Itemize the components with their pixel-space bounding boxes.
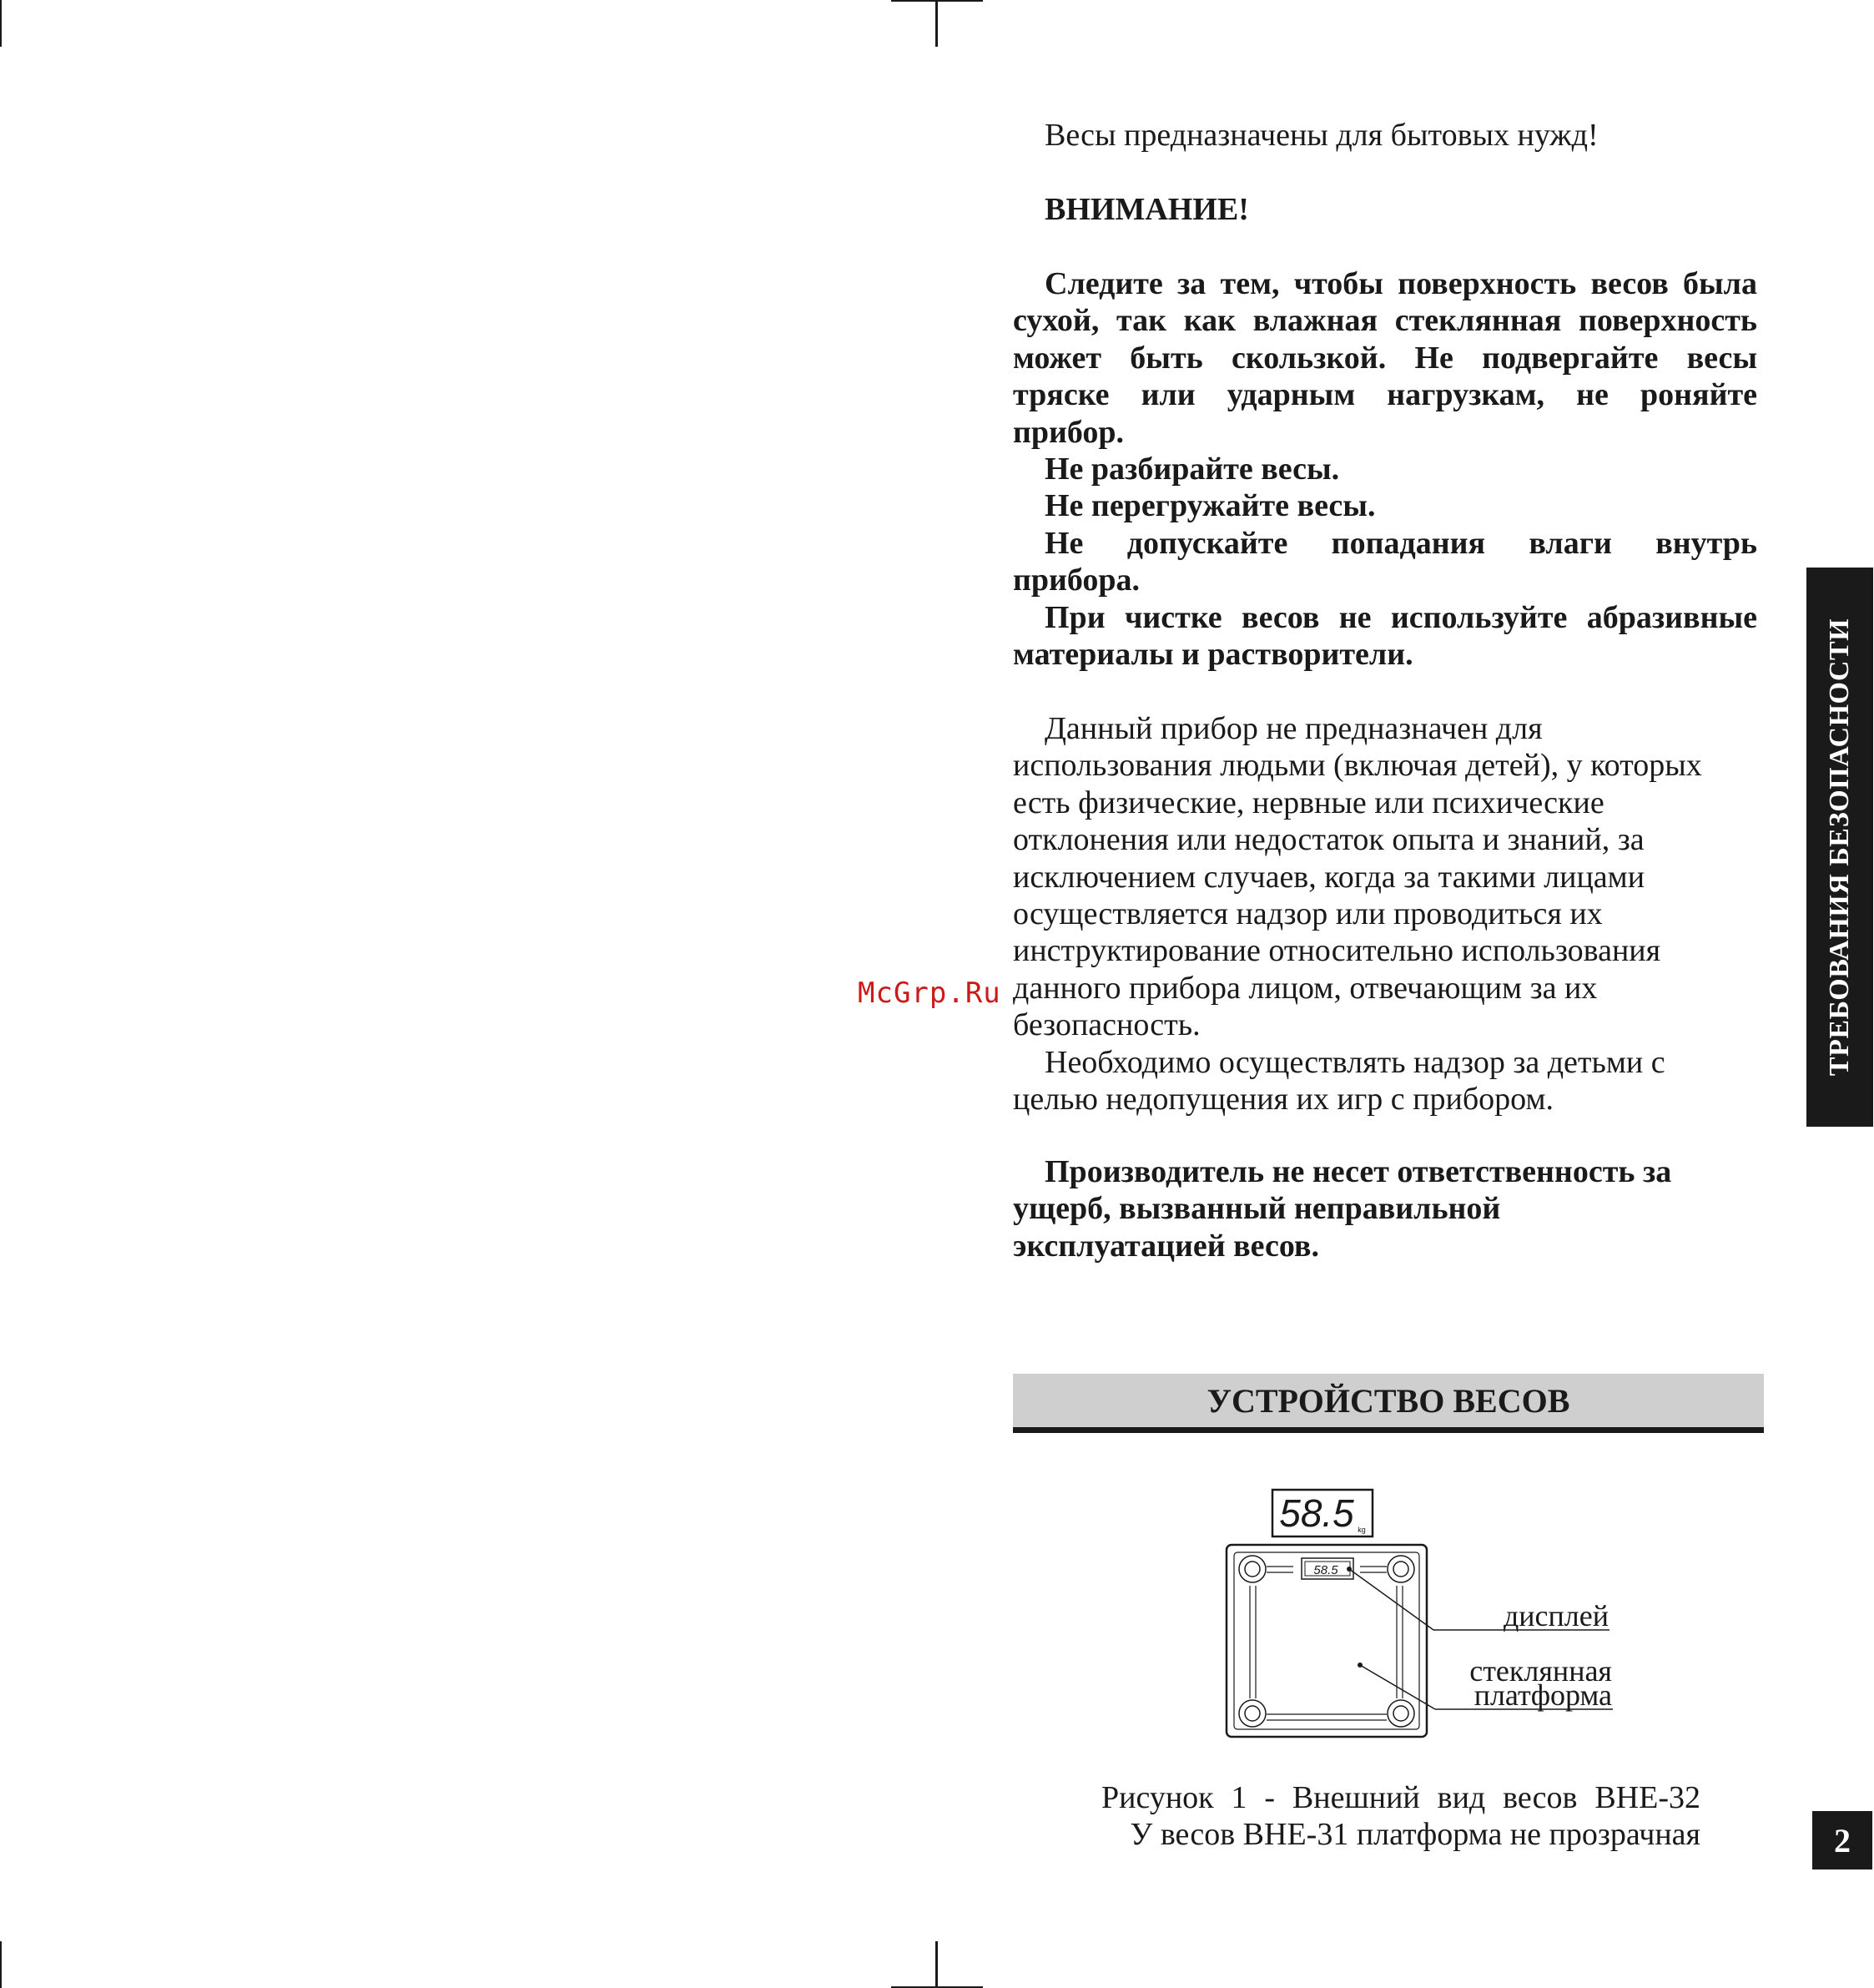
warning-title: ВНИМАНИЕ! xyxy=(1045,192,1249,227)
crop-mark-bottom-center xyxy=(935,1941,938,1988)
crop-mark-top-left xyxy=(0,0,2,47)
label-display: дисплей xyxy=(1503,1599,1609,1632)
figure-caption xyxy=(1101,1779,1700,1853)
caption-line-2: У весов ВНЕ-31 платформа не прозрачная xyxy=(1130,1817,1700,1852)
label-platform-line-2: платформа xyxy=(1474,1678,1612,1712)
notice-paragraph: Данный прибор не предназначен для использования людьми (включая детей), у которых есть физические, нервные или психические отклонения или недостаток опыта и знаний, за исключением случаев, когда за такими лицами осуществляется надзор или проводиться их инструктирование относительно использования данного прибора лицом, отвечающим за их безопасность. Необходимо осуществлять надзор за детьми с целью недопущения их игр с прибором. xyxy=(1013,711,1702,1118)
label-platform-line-1: стеклянная xyxy=(1469,1654,1612,1688)
side-tab xyxy=(1806,568,1873,1127)
foot-bottom-left xyxy=(1239,1700,1266,1727)
display-unit: kg xyxy=(1358,1526,1366,1534)
scale-figure xyxy=(1218,1477,1635,1744)
crop-mark-top-center-bar xyxy=(891,0,983,2)
watermark: McGrp.Ru xyxy=(858,976,1001,1010)
warning-paragraph-5: При чистке весов не используйте абразивные материалы и растворители. xyxy=(1013,600,1757,673)
warning-paragraph-3: Не перегружайте весы. xyxy=(1045,488,1376,523)
foot-top-left xyxy=(1239,1556,1266,1582)
small-display-reading: 58.5 xyxy=(1313,1563,1338,1577)
page-number: 2 xyxy=(1812,1811,1872,1869)
caption-line-1: Рисунок 1 - Внешний вид весов ВНЕ-32 xyxy=(1101,1780,1700,1815)
warning-paragraph-4: Не допускайте попадания влаги внутрь прибора. xyxy=(1013,526,1757,598)
crop-mark-bottom-left xyxy=(0,1941,2,1988)
display-reading: 58.5 xyxy=(1279,1491,1354,1535)
warning-paragraph-1: Следите за тем, чтобы поверхность весов была сухой, так как влажная стеклянная поверхность может быть скользкой. Не подвергайте весы тряске или ударным нагрузкам, не роняйте прибор. xyxy=(1013,266,1757,450)
crop-mark-top-center xyxy=(935,0,938,47)
intro-text: Весы предназначены для бытовых нужд! xyxy=(1045,118,1599,153)
liability-paragraph: Производитель не несет ответственность за ущерб, вызванный неправильной эксплуатацией весов. xyxy=(1013,1154,1672,1264)
side-tab-label: ТРЕБОВАНИЯ БЕЗОПАСНОСТИ xyxy=(1824,618,1855,1077)
foot-top-right xyxy=(1388,1556,1414,1582)
foot-bottom-right xyxy=(1388,1700,1414,1727)
warning-paragraph-2: Не разбирайте весы. xyxy=(1045,452,1340,487)
section-heading: УСТРОЙСТВО ВЕСОВ xyxy=(1013,1374,1764,1433)
